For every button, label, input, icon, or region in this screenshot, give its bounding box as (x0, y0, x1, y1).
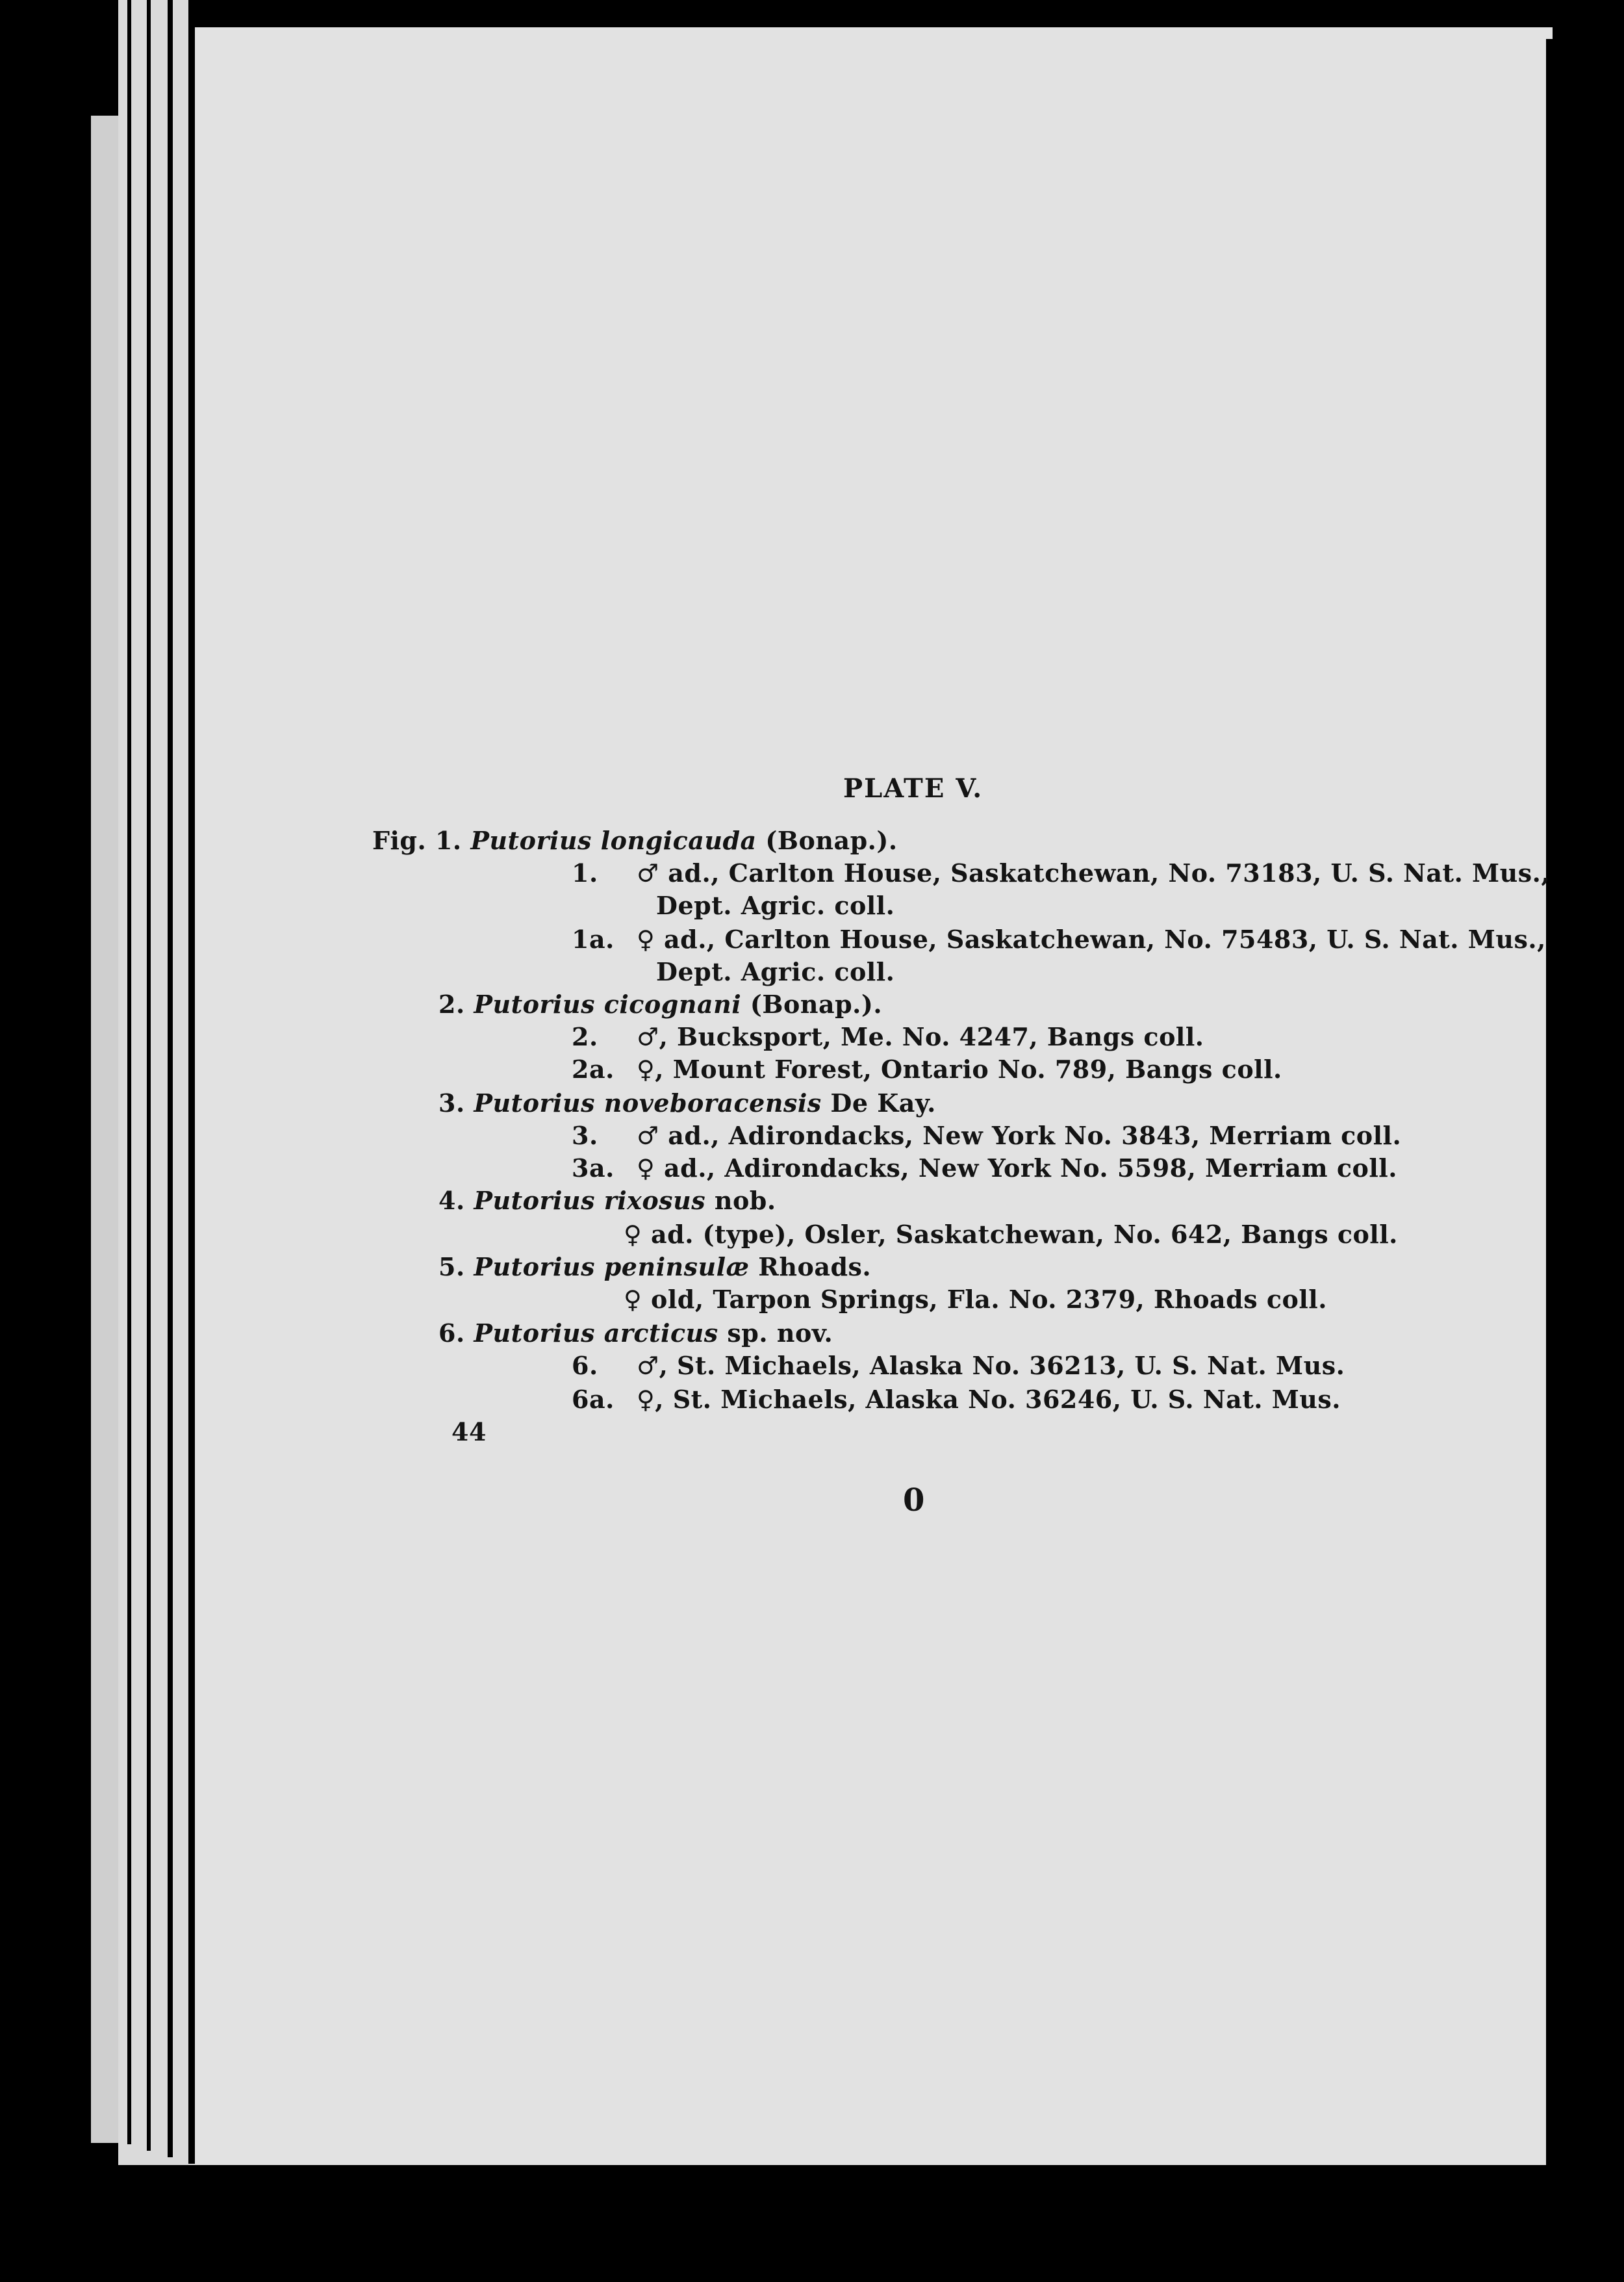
specimen-description-continued: Dept. Agric. coll. (656, 957, 895, 986)
page-edge-line (168, 0, 173, 2157)
specimen-number: 6a. (572, 1385, 615, 1414)
figure-entry (438, 988, 882, 1021)
species: peninsulæ (603, 1252, 750, 1281)
authority: (Bonap.). (765, 826, 898, 855)
figure-number: 4. (438, 1186, 465, 1215)
specimen-number: 1a. (572, 925, 615, 954)
specimen-entry (572, 923, 1546, 956)
page-edge-line (147, 0, 151, 2151)
figure-entry (438, 1317, 833, 1350)
specimen-entry (572, 1120, 1401, 1152)
specimen-description-continued: Dept. Agric. coll. (656, 891, 895, 920)
plate-title: PLATE V. (843, 773, 983, 804)
specimen-description: ♀ ad., Adirondacks, New York No. 5598, Merriam coll. (637, 1153, 1397, 1183)
specimen-description: ♂, Bucksport, Me. No. 4247, Bangs coll. (637, 1022, 1204, 1051)
figure-number: 3. (438, 1088, 465, 1118)
specimen-description: ♂ ad., Adirondacks, New York No. 3843, Merriam coll. (637, 1121, 1402, 1150)
genus: Putorius (474, 1088, 595, 1118)
specimen-entry (572, 1350, 1345, 1382)
specimen-entry (572, 1383, 1341, 1416)
figure-number: 6. (438, 1318, 465, 1348)
specimen-entry (572, 857, 1550, 890)
species: noveboracensis (603, 1088, 822, 1118)
species: longicauda (600, 826, 757, 855)
ornament-mark: 0 (903, 1482, 925, 1519)
page-number: 44 (451, 1417, 487, 1446)
specimen-number: 1. (572, 858, 598, 888)
authority: Rhoads. (758, 1252, 872, 1281)
specimen-description: ♀ ad. (type), Osler, Saskatchewan, No. 642, Bangs coll. (624, 1220, 1398, 1249)
specimen-number: 3a. (572, 1153, 615, 1183)
figure-number: 2. (438, 990, 465, 1019)
genus: Putorius (470, 826, 592, 855)
specimen-number: 3. (572, 1121, 598, 1150)
specimen-number: 2a. (572, 1055, 615, 1084)
specimen-description: ♀, St. Michaels, Alaska No. 36246, U. S. Nat. Mus. (637, 1385, 1341, 1414)
page-right-border (1546, 39, 1555, 2170)
species: cicognani (603, 990, 742, 1019)
figure-entry (438, 1251, 871, 1283)
specimen-description: ♂ ad., Carlton House, Saskatchewan, No. 73183, U. S. Nat. Mus., (637, 858, 1551, 888)
species: arcticus (603, 1318, 718, 1348)
specimen-description: ♀ old, Tarpon Springs, Fla. No. 2379, Rhoads coll. (624, 1285, 1327, 1314)
authority: sp. nov. (727, 1318, 833, 1348)
authority: (Bonap.). (750, 990, 883, 1019)
figure-entry (372, 825, 898, 857)
specimen-entry (572, 1021, 1204, 1053)
figure-entry (438, 1087, 936, 1120)
figure-entry (438, 1185, 776, 1217)
genus: Putorius (474, 1186, 595, 1215)
figure-number: Fig. 1. (372, 826, 462, 855)
genus: Putorius (474, 1318, 595, 1348)
specimen-description: ♀ ad., Carlton House, Saskatchewan, No. 75483, U. S. Nat. Mus., (637, 925, 1546, 954)
figure-number: 5. (438, 1252, 465, 1281)
species: rixosus (603, 1186, 706, 1215)
specimen-number: 6. (572, 1351, 598, 1380)
specimen-description: ♂, St. Michaels, Alaska No. 36213, U. S. Nat. Mus. (637, 1351, 1345, 1380)
genus: Putorius (474, 1252, 595, 1281)
authority: nob. (714, 1186, 776, 1215)
page-edge-line (127, 0, 131, 2144)
specimen-description: ♀, Mount Forest, Ontario No. 789, Bangs coll. (637, 1055, 1282, 1084)
authority: De Kay. (830, 1088, 936, 1118)
genus: Putorius (474, 990, 595, 1019)
page-edge-line (188, 0, 195, 2164)
specimen-entry (572, 1152, 1397, 1185)
specimen-number: 2. (572, 1022, 598, 1051)
specimen-entry (572, 1053, 1282, 1086)
